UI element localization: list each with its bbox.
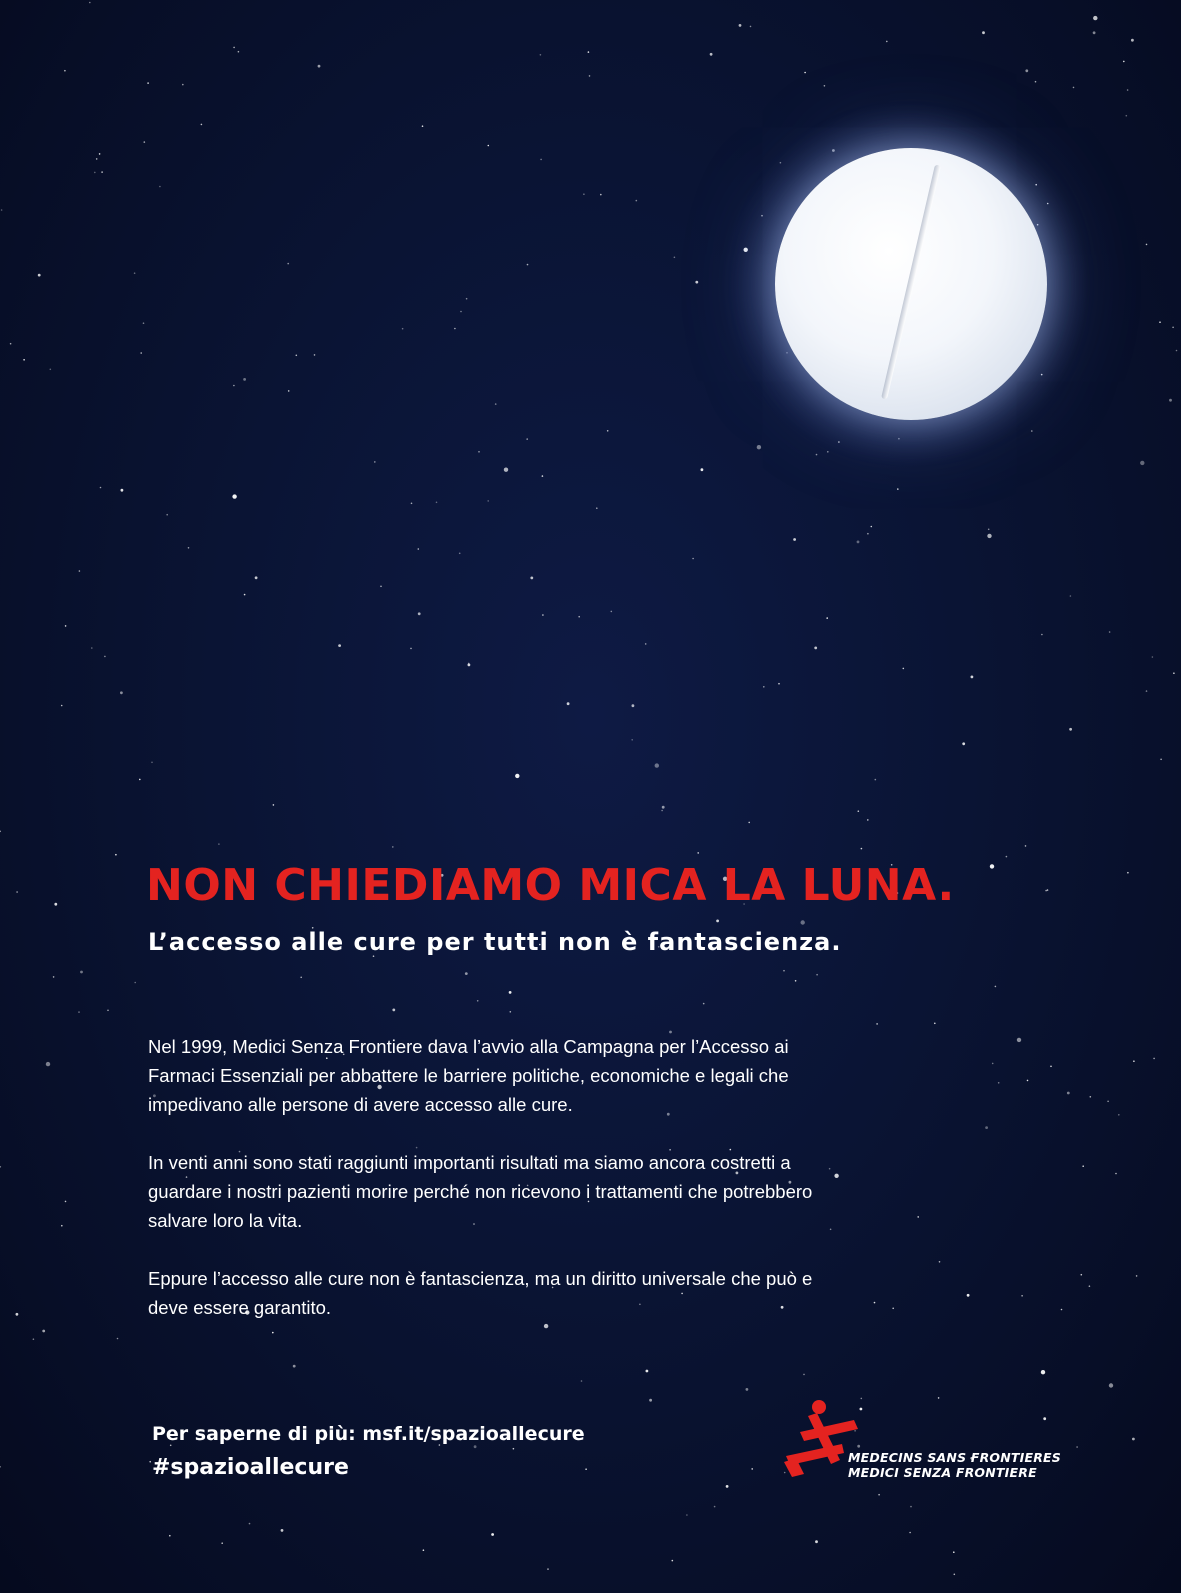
star [238, 51, 240, 53]
star [1127, 872, 1129, 874]
star [232, 494, 236, 498]
star [816, 974, 818, 976]
star [824, 85, 826, 87]
star [515, 774, 519, 778]
star [1146, 690, 1148, 692]
star [600, 194, 602, 196]
star [1082, 1165, 1084, 1167]
star [710, 53, 713, 56]
star [697, 852, 699, 854]
star [79, 570, 81, 572]
star [632, 704, 635, 707]
star [1127, 89, 1129, 91]
star [249, 1523, 251, 1525]
star [783, 970, 785, 972]
star [101, 171, 103, 173]
star [139, 779, 141, 781]
star [953, 1551, 955, 1553]
star [695, 281, 698, 284]
star [1045, 890, 1047, 892]
msf-logo-text [848, 1450, 1061, 1480]
body-text [148, 1032, 848, 1351]
star [42, 1330, 45, 1333]
body-paragraph: Eppure l’accesso alle cure non è fantascienza, ma un diritto universale che può e deve essere garantito. [148, 1268, 813, 1318]
star [296, 355, 298, 357]
star [104, 656, 106, 658]
star [739, 24, 742, 27]
star [589, 75, 591, 77]
star [701, 468, 704, 471]
star [971, 676, 974, 679]
star [672, 1560, 674, 1562]
star [100, 487, 102, 489]
star [1146, 244, 1148, 246]
star [583, 193, 585, 195]
star [140, 352, 142, 354]
star [117, 1338, 119, 1340]
msf-logo-line-italian: MEDICI SENZA FRONTIERE [848, 1465, 1037, 1480]
star [1070, 595, 1072, 597]
star [1115, 1173, 1117, 1175]
star [646, 1370, 649, 1373]
star [607, 430, 609, 432]
star [255, 576, 258, 579]
star [244, 594, 246, 596]
star [661, 810, 663, 812]
star [1118, 1114, 1120, 1116]
star [645, 643, 647, 645]
star [144, 141, 146, 143]
star [542, 475, 544, 477]
star [418, 548, 420, 550]
pill-score-line [881, 164, 941, 399]
star [300, 977, 302, 979]
body-paragraph: Nel 1999, Medici Senza Frontiere dava l’avvio alla Campagna per l’Accesso ai Farmaci Essenziali per abbattere le barriere politiche, economiche e legali che impedivano alle persone di avere accesso alle cure. [148, 1036, 789, 1115]
star [726, 1485, 729, 1488]
star [80, 971, 83, 974]
star [147, 82, 149, 84]
star [221, 1542, 223, 1544]
star [99, 153, 101, 155]
star [65, 625, 67, 627]
headline: NON CHIEDIAMO MICA LA LUNA. [146, 860, 955, 911]
star [1073, 87, 1075, 89]
star [995, 986, 997, 988]
star [169, 1535, 171, 1537]
star [917, 1216, 919, 1218]
star [876, 1023, 878, 1025]
star [374, 461, 376, 463]
star [1153, 1058, 1155, 1060]
star [795, 980, 797, 982]
star [1031, 430, 1033, 432]
star [16, 891, 18, 893]
star [314, 354, 316, 356]
star [1169, 399, 1172, 402]
body-paragraph: In venti anni sono stati raggiunti importanti risultati ma siamo ancora costretti a guardare i nostri pazienti morire perché non ricevono i trattamenti che potrebbero salvare loro la vita. [148, 1152, 813, 1231]
star [982, 31, 985, 34]
star [134, 982, 136, 984]
star [655, 763, 659, 767]
star [1006, 856, 1008, 858]
star [422, 125, 424, 127]
star [892, 1308, 894, 1310]
star [987, 534, 991, 538]
star [504, 468, 508, 472]
star [1140, 461, 1144, 465]
star [804, 72, 806, 74]
star [1089, 1285, 1091, 1287]
star [488, 145, 490, 147]
star [967, 1294, 970, 1297]
star [1126, 115, 1128, 117]
star [159, 186, 161, 188]
star [588, 51, 590, 53]
star [1093, 31, 1096, 34]
star [1067, 1092, 1070, 1095]
star [692, 558, 694, 560]
star [134, 272, 136, 274]
star [1152, 656, 1154, 658]
star [281, 1529, 284, 1532]
star [1017, 1038, 1021, 1042]
star [273, 804, 275, 806]
star [410, 648, 412, 650]
star [287, 263, 289, 265]
star [1021, 1295, 1023, 1297]
star [33, 1338, 35, 1340]
subheadline: L’accesso alle cure per tutti non è fantascienza. [148, 928, 842, 956]
star [567, 702, 570, 705]
star [392, 1009, 395, 1012]
star [64, 70, 66, 72]
star [636, 200, 638, 202]
star [1047, 889, 1049, 891]
star [714, 1506, 716, 1508]
star [814, 647, 817, 650]
star [143, 322, 145, 324]
star [750, 26, 752, 28]
star [875, 779, 877, 781]
star [436, 502, 438, 504]
star [65, 1201, 67, 1203]
star [815, 1540, 818, 1543]
star [1041, 1370, 1045, 1374]
star [151, 762, 153, 764]
star [1061, 1309, 1063, 1311]
star [418, 612, 421, 615]
star [16, 1313, 19, 1316]
star [1035, 81, 1037, 83]
star [763, 686, 765, 688]
star [1131, 39, 1134, 42]
star [61, 705, 63, 707]
star [50, 369, 52, 371]
star [909, 1532, 911, 1534]
star [380, 586, 382, 588]
star [857, 541, 860, 544]
star [530, 577, 533, 580]
star [1050, 1066, 1052, 1068]
star [491, 1533, 494, 1536]
star [1025, 845, 1027, 847]
star [96, 158, 98, 160]
star [46, 1062, 50, 1066]
star [89, 2, 91, 4]
star [243, 378, 246, 381]
star [801, 920, 805, 924]
star [611, 611, 613, 613]
star [115, 854, 117, 856]
star [897, 488, 899, 490]
star [495, 403, 497, 405]
star [54, 903, 57, 906]
star [510, 1011, 512, 1013]
star [596, 507, 598, 509]
star [10, 343, 12, 345]
star [649, 1399, 652, 1402]
star [985, 1126, 988, 1129]
star [542, 614, 544, 616]
star [793, 538, 796, 541]
star [581, 1380, 583, 1382]
star [454, 328, 456, 330]
star [962, 742, 965, 745]
star [826, 617, 828, 619]
star [91, 647, 93, 649]
star [716, 920, 719, 923]
star [1132, 1438, 1135, 1441]
star [487, 500, 489, 502]
star [188, 547, 190, 549]
star [939, 1261, 941, 1263]
cta-hashtag: #spazioallecure [152, 1455, 349, 1480]
star [867, 533, 869, 535]
star [816, 454, 818, 456]
star [94, 172, 96, 174]
star [803, 1374, 805, 1376]
star [757, 445, 761, 449]
star [38, 274, 41, 277]
star [423, 1549, 425, 1551]
star [0, 831, 1, 833]
star [0, 1466, 1, 1468]
call-to-action [152, 1423, 585, 1480]
star [182, 84, 184, 86]
star [871, 526, 873, 528]
star [954, 1574, 956, 1576]
star [1107, 1101, 1109, 1103]
star [1173, 672, 1175, 674]
star [1069, 728, 1072, 731]
star [1159, 321, 1161, 323]
star [201, 124, 203, 126]
star [1081, 1274, 1083, 1276]
star [527, 264, 529, 266]
star [778, 683, 780, 685]
star [411, 503, 413, 505]
star [1090, 1096, 1092, 1098]
star [1176, 350, 1178, 352]
star [53, 976, 55, 978]
star [526, 438, 528, 440]
star [631, 739, 633, 741]
pill-moon-image [775, 148, 1047, 420]
star [392, 846, 394, 848]
star [878, 1494, 880, 1496]
star [990, 864, 994, 868]
star [318, 65, 321, 68]
star [288, 390, 290, 392]
star [1109, 1383, 1113, 1387]
star [460, 311, 462, 313]
star [686, 1514, 688, 1516]
star [748, 822, 750, 824]
star [1136, 1275, 1138, 1277]
star [23, 359, 25, 361]
star [751, 1468, 753, 1470]
star [578, 616, 580, 618]
star [992, 1063, 994, 1065]
star [1123, 61, 1125, 63]
star [478, 451, 480, 453]
star [120, 691, 123, 694]
star [78, 1011, 80, 1013]
star [1160, 759, 1162, 761]
star [1076, 1446, 1078, 1448]
star [468, 664, 471, 667]
star [861, 848, 863, 850]
star [477, 1000, 479, 1002]
star [934, 1023, 936, 1025]
star [233, 47, 235, 49]
star [1, 209, 3, 211]
star [466, 298, 468, 300]
star [703, 1003, 705, 1005]
star [1041, 634, 1043, 636]
star [402, 328, 404, 330]
star [867, 819, 869, 821]
star [874, 1302, 876, 1304]
msf-logo [782, 1398, 1072, 1478]
star [218, 843, 220, 845]
star [149, 1461, 151, 1463]
star [107, 1010, 109, 1012]
star [858, 810, 860, 812]
star [1109, 631, 1111, 633]
star [547, 1568, 549, 1570]
msf-logo-line-french: MEDECINS SANS FRONTIERES [848, 1450, 1061, 1465]
star [166, 514, 168, 516]
star [293, 1365, 296, 1368]
star [233, 385, 235, 387]
star [1133, 1060, 1135, 1062]
star [459, 553, 461, 555]
star [1025, 69, 1028, 72]
star [886, 41, 888, 43]
star [910, 1506, 912, 1508]
star [509, 991, 512, 994]
star [585, 1468, 587, 1470]
star [338, 644, 341, 647]
star [998, 1082, 1000, 1084]
star [465, 972, 468, 975]
star [903, 668, 905, 670]
cta-website-text: Per saperne di più: msf.it/spazioallecure [152, 1423, 585, 1445]
star [988, 529, 990, 531]
star [1027, 1080, 1029, 1082]
star [61, 1225, 63, 1227]
star [540, 159, 542, 161]
star [662, 806, 665, 809]
star [121, 489, 124, 492]
star [0, 1166, 1, 1168]
star [1093, 16, 1097, 20]
star [540, 54, 542, 56]
star [1172, 327, 1174, 329]
star [746, 1388, 749, 1391]
star [674, 257, 676, 259]
